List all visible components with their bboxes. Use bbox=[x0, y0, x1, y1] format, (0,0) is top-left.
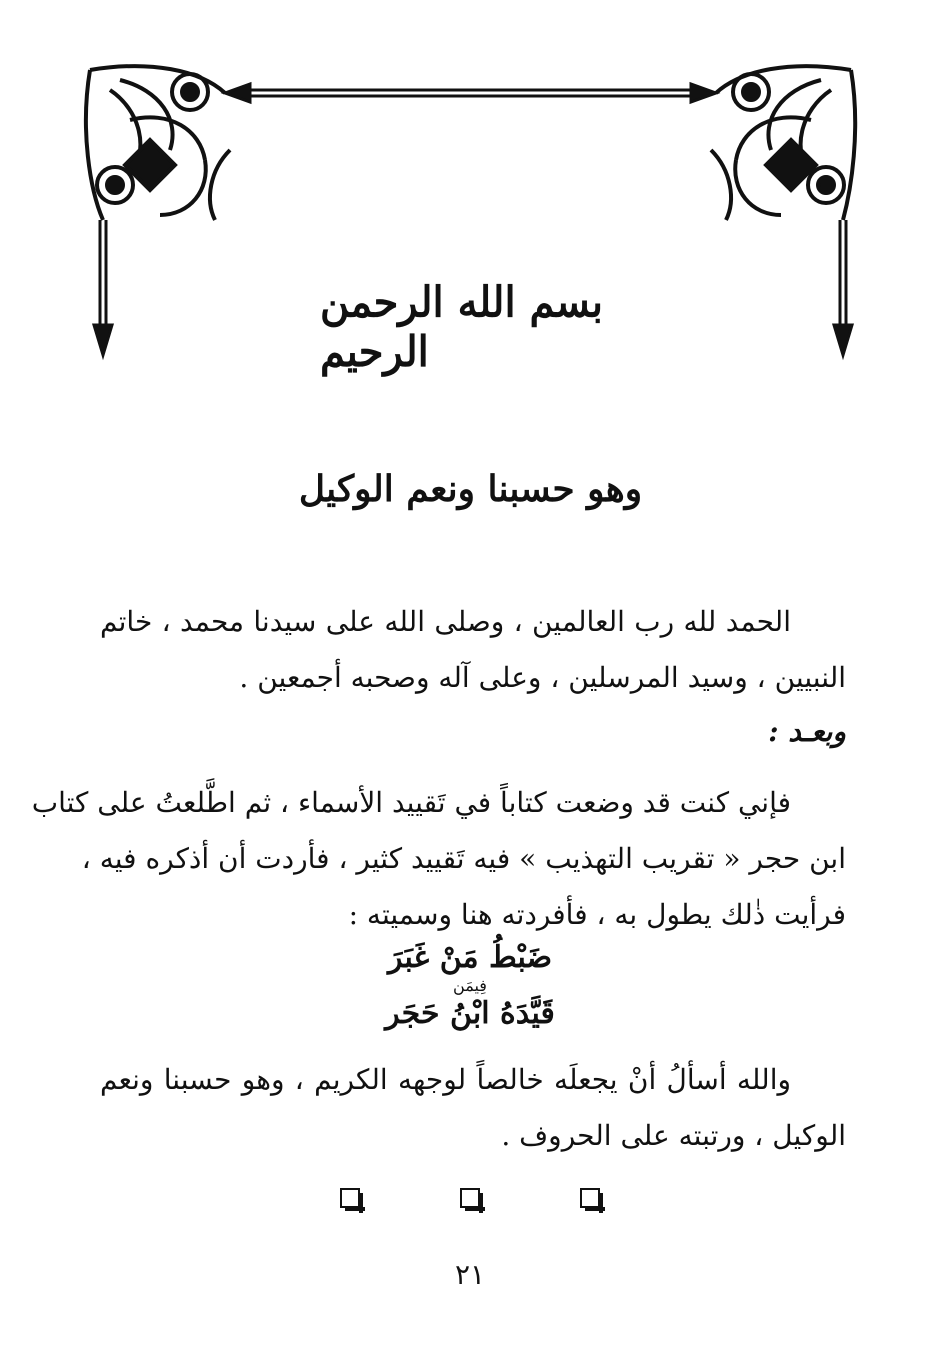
section-marker: وبعـد : bbox=[768, 715, 846, 748]
paragraph-line: والله أسألُ أنْ يجعلَه خالصاً لوجهه الكريم ، وهو حسبنا ونعم bbox=[100, 1063, 791, 1096]
section-divider bbox=[340, 1188, 600, 1208]
closing-paragraph bbox=[100, 1052, 846, 1164]
page-number: ٢١ bbox=[454, 1258, 486, 1291]
paragraph-line: ابن حجر « تقريب التهذيب » فيه تَقييد كثير ، فأردت أن أذكره فيه ، bbox=[81, 842, 846, 875]
paragraph-line: الوكيل ، ورتبته على الحروف . bbox=[501, 1119, 846, 1152]
paragraph-line: فإني كنت قد وضعت كتاباً في تَقييد الأسماء ، ثم اطَّلعتُ على كتاب bbox=[31, 786, 791, 819]
paragraph-line: النبيين ، وسيد المرسلين ، وعلى آله وصحبه أجمعين . bbox=[239, 661, 846, 694]
body-paragraph bbox=[31, 775, 846, 943]
square-ornament-icon bbox=[340, 1188, 360, 1208]
book-title-connector: فِيمَن bbox=[453, 976, 487, 995]
square-ornament-icon bbox=[460, 1188, 480, 1208]
square-ornament-icon bbox=[580, 1188, 600, 1208]
basmala-text: بسم الله الرحمن الرحيم bbox=[320, 277, 603, 377]
basmala-calligraphy bbox=[320, 277, 620, 377]
paragraph-line: الحمد لله رب العالمين ، وصلى الله على سيدنا محمد ، خاتم bbox=[100, 605, 791, 638]
book-title-line: ضَبْطُ مَنْ غَبَرَ bbox=[387, 940, 553, 975]
page-heading: وهو حسبنا ونعم الوكيل bbox=[298, 468, 643, 510]
paragraph-line: فرأيت ذٰلك يطول به ، فأفردته هنا وسميته : bbox=[348, 898, 846, 931]
intro-paragraph bbox=[100, 594, 846, 706]
book-title-calligraphy bbox=[370, 938, 570, 1034]
book-title-line: قَيَّدَهُ ابْنُ حَجَر bbox=[385, 996, 555, 1031]
